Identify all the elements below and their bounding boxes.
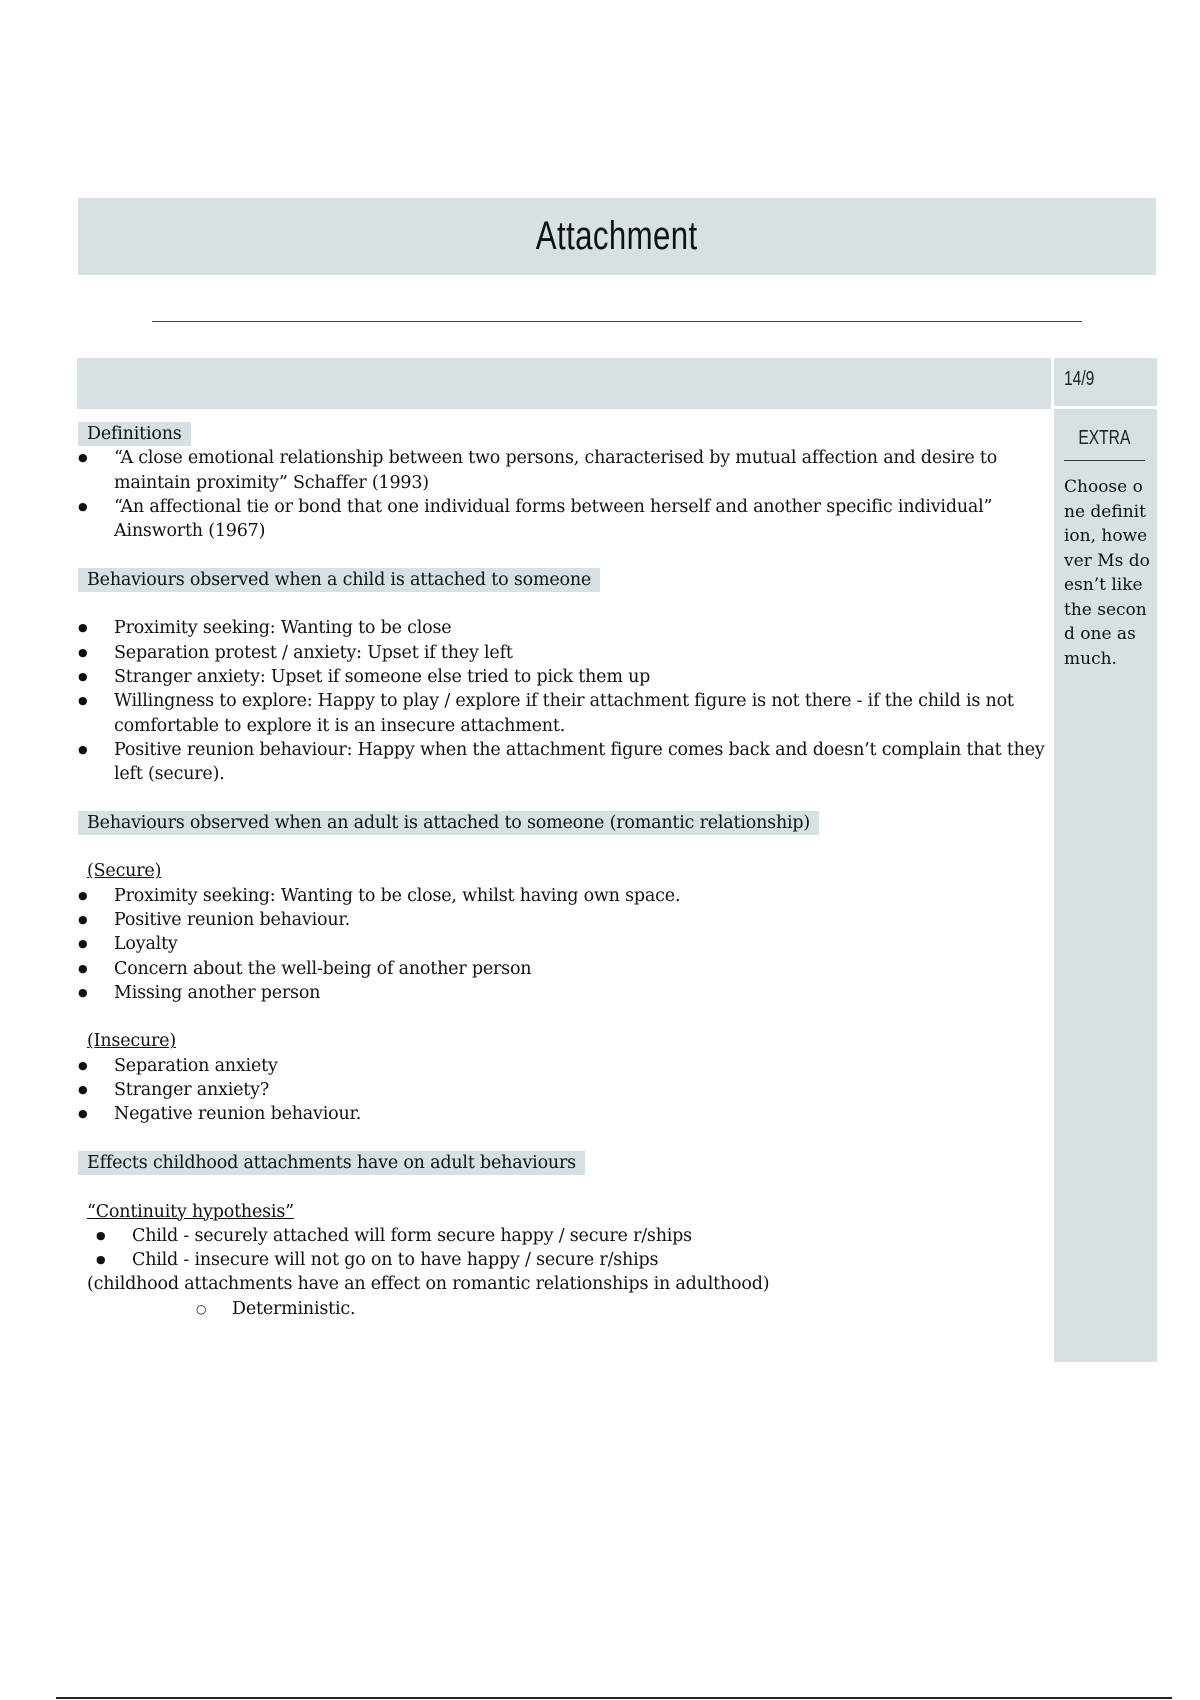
list-item: ● Child - securely attached will form secure happy / secure r/ships: [78, 1224, 1048, 1248]
list-item: ● Willingness to explore: Happy to play / explore if their attachment figure is not there - if the child is not comfortable to explore it is an insecure attachment.: [78, 689, 1048, 738]
list-item: ● Positive reunion behaviour.: [78, 908, 1048, 932]
list-item: ● Proximity seeking: Wanting to be close: [78, 616, 1048, 640]
list-item: ● Missing another person: [78, 981, 1048, 1005]
list-item: ● Positive reunion behaviour: Happy when the attachment figure comes back and doesn’t complain that they left (secure).: [78, 738, 1048, 787]
definitions-heading: Definitions: [78, 422, 191, 446]
list-item: ● Stranger anxiety?: [78, 1078, 1048, 1102]
continuity-hypothesis-label: “Continuity hypothesis”: [87, 1201, 294, 1222]
insecure-list: [78, 1054, 1048, 1127]
list-item: ● Child - insecure will not go on to have happy / secure r/ships: [78, 1248, 1048, 1272]
effects-list: [78, 1224, 1048, 1273]
date-label: 14/9: [1064, 368, 1095, 390]
footer-divider: [56, 1697, 1172, 1699]
secure-list: [78, 884, 1048, 1005]
effects-heading: Effects childhood attachments have on adult behaviours: [78, 1151, 585, 1175]
list-item: ● Loyalty: [78, 932, 1048, 956]
child-behaviours-heading: Behaviours observed when a child is attached to someone: [78, 568, 600, 592]
adult-behaviours-heading: Behaviours observed when an adult is attached to someone (romantic relationship): [78, 811, 819, 835]
extra-label: EXTRA: [1078, 427, 1131, 449]
sidebar-note: Choose one definition, however Ms doesn’t like the second one as much.: [1064, 477, 1150, 669]
child-behaviours-list: [78, 616, 1048, 786]
insecure-label: (Insecure): [87, 1031, 176, 1052]
secure-label: (Secure): [87, 861, 162, 882]
date-cell: [1054, 358, 1157, 409]
list-item: ○ Deterministic.: [78, 1297, 1048, 1321]
list-item: ● “An affectional tie or bond that one individual forms between herself and another specific individual” Ainsworth (1967): [78, 495, 1048, 544]
title-divider: [152, 321, 1082, 322]
extra-header: [1064, 427, 1145, 461]
notes-header-band: [77, 358, 1051, 409]
list-item: ● Separation anxiety: [78, 1054, 1048, 1078]
list-item: ● Concern about the well-being of another person: [78, 957, 1048, 981]
list-item: ● Negative reunion behaviour.: [78, 1102, 1048, 1126]
effects-note: (childhood attachments have an effect on romantic relationships in adulthood): [87, 1274, 770, 1295]
list-item: ● Proximity seeking: Wanting to be close, whilst having own space.: [78, 884, 1048, 908]
page-title: Attachment: [536, 214, 698, 258]
effects-sub-list: [78, 1297, 1048, 1321]
definitions-list: [78, 446, 1048, 543]
list-item: ● “A close emotional relationship between two persons, characterised by mutual affection and desire to maintain proximity” Schaffer (1993): [78, 446, 1048, 495]
title-bar: [78, 198, 1156, 275]
sidebar-column: [1054, 358, 1157, 1362]
notes-content: [78, 422, 1048, 1321]
list-item: ● Separation protest / anxiety: Upset if they left: [78, 641, 1048, 665]
list-item: ● Stranger anxiety: Upset if someone else tried to pick them up: [78, 665, 1048, 689]
